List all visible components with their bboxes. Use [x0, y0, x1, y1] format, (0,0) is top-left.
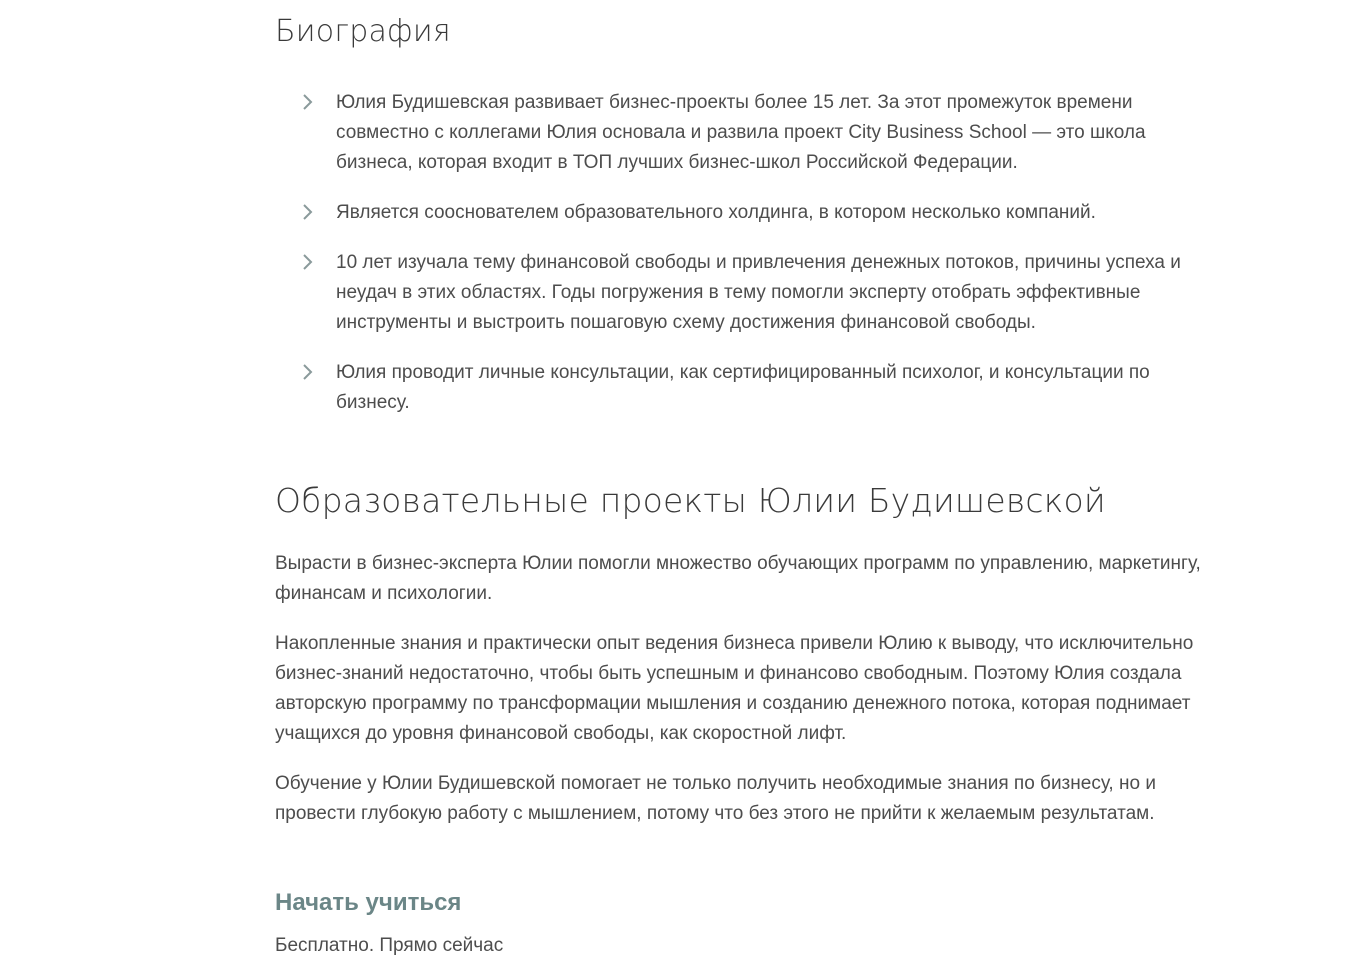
- biography-item-text: 10 лет изучала тему финансовой свободы и привлечения денежных потоков, причины успеха и неудач в этих областях. Годы погружения в тему помогли эксперту отобрать эффективные инструменты и выстроить пошаговую схему достижения финансовой свободы.: [336, 252, 1181, 333]
- biography-item-text: Юлия Будишевская развивает бизнес-проекты более 15 лет. За этот промежуток времени совместно с коллегами Юлия основала и развила проект City Business School — это школа бизнеса, которая входит в ТОП лучших бизнес-школ Российской Федерации.: [336, 92, 1146, 173]
- chevron-right-icon: [302, 92, 314, 112]
- start-learning-link[interactable]: Начать учиться: [275, 889, 462, 916]
- education-title: Образовательные проекты Юлии Будишевской: [275, 481, 1106, 520]
- education-paragraph: Вырасти в бизнес-эксперта Юлии помогли множество обучающих программ по управлению, маркетингу, финансам и психологии.: [275, 553, 1201, 604]
- chevron-right-icon: [302, 252, 314, 272]
- biography-title: Биография: [275, 14, 451, 49]
- biography-item: [302, 358, 1212, 418]
- chevron-right-icon: [302, 362, 314, 382]
- biography-item: [302, 248, 1212, 338]
- chevron-right-icon: [302, 202, 314, 222]
- education-paragraph: Обучение у Юлии Будишевской помогает не только получить необходимые знания по бизнесу, но и провести глубокую работу с мышлением, потому что без этого не прийти к желаемым результатам.: [275, 773, 1156, 824]
- education-paragraph: Накопленные знания и практически опыт ведения бизнеса привели Юлию к выводу, что исключительно бизнес-знаний недостаточно, чтобы быть успешным и финансово свободным. Поэтому Юлия создала авторскую программу по трансформации мышления и созданию денежного потока, которая поднимает учащихся до уровня финансовой свободы, как скоростной лифт.: [275, 633, 1194, 744]
- biography-item-text: Является сооснователем образовательного холдинга, в котором несколько компаний.: [336, 202, 1096, 223]
- start-learning-subtitle: Бесплатно. Прямо сейчас: [275, 935, 504, 956]
- biography-item-text: Юлия проводит личные консультации, как сертифицированный психолог, и консультации по бизнесу.: [336, 362, 1150, 413]
- education-paragraphs: [275, 549, 1215, 849]
- biography-list: [302, 88, 1212, 438]
- biography-item: [302, 88, 1212, 178]
- biography-item: [302, 198, 1212, 228]
